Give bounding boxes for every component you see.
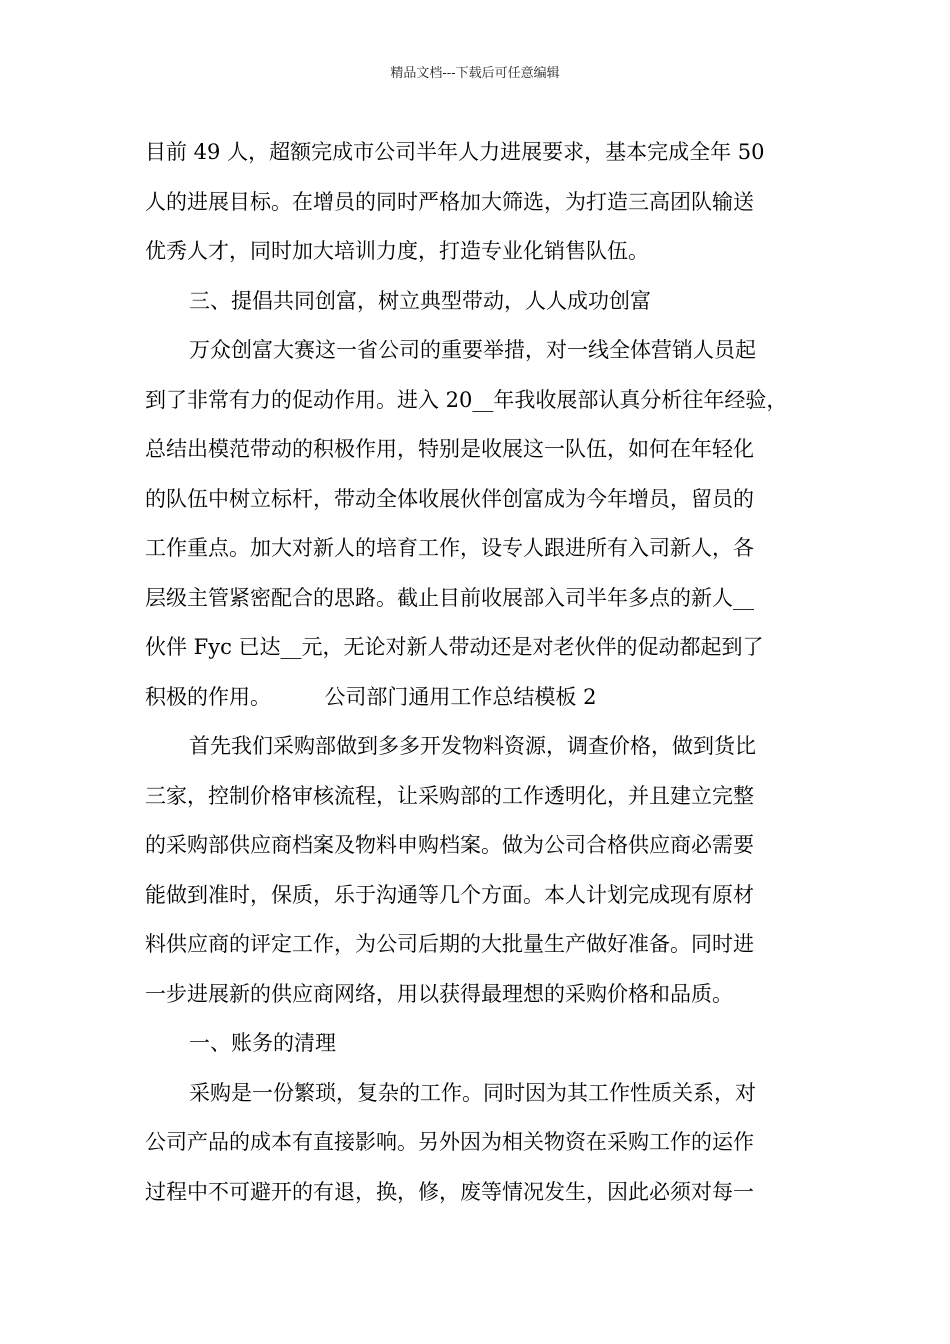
text-line: 过程中不可避开的有退，换，修，废等情况发生，因此必须对每一 xyxy=(145,1179,754,1204)
text-line: 积极的作用。 公司部门通用工作总结模板 2 xyxy=(145,684,597,709)
text-line: 的队伍中树立标杆，带动全体收展伙伴创富成为今年增员，留员的 xyxy=(145,486,754,511)
text-line: 公司产品的成本有直接影响。另外因为相关物资在采购工作的运作 xyxy=(145,1130,754,1154)
document-body xyxy=(145,128,815,1217)
text-line: 采购是一份繁琐，复杂的工作。同时因为其工作性质关系，对 xyxy=(189,1080,756,1105)
page-header: 精品文档---下载后可任意编辑 xyxy=(390,66,560,81)
text-line: 人的进展目标。在增员的同时严格加大筛选，为打造三高团队输送 xyxy=(145,189,754,214)
text-line: 一、账务的清理 xyxy=(189,1031,336,1055)
text-line: 到了非常有力的促动作用。进入 20__年我收展部认真分析往年经验， xyxy=(145,387,788,412)
text-line: 三家，控制价格审核流程，让采购部的工作透明化，并且建立完整 xyxy=(145,783,754,808)
text-line: 的采购部供应商档案及物料申购档案。做为公司合格供应商必需要 xyxy=(145,833,754,857)
text-line: 料供应商的评定工作，为公司后期的大批量生产做好准备。同时进 xyxy=(145,932,754,956)
text-line: 层级主管紧密配合的思路。截止目前收展部入司半年多点的新人__ xyxy=(145,585,754,610)
text-line: 万众创富大赛这一省公司的重要举措，对一线全体营销人员起 xyxy=(189,338,756,362)
text-line: 目前 49 人，超额完成市公司半年人力进展要求，基本完成全年 50 xyxy=(145,140,765,164)
text-line: 三、提倡共同创富，树立典型带动，人人成功创富 xyxy=(189,288,651,313)
text-line: 工作重点。加大对新人的培育工作，设专人跟进所有入司新人，各 xyxy=(145,536,754,560)
text-line: 一步进展新的供应商网络，用以获得最理想的采购价格和品质。 xyxy=(145,981,733,1006)
text-line: 能做到准时，保质，乐于沟通等几个方面。本人计划完成现有原材 xyxy=(145,882,754,907)
text-line: 总结出模范带动的积极作用，特别是收展这一队伍，如何在年轻化 xyxy=(145,437,754,461)
text-line: 首先我们采购部做到多多开发物料资源，调查价格，做到货比 xyxy=(189,734,756,758)
text-line: 伙伴 Fyc 已达__元，无论对新人带动还是对老伙伴的促动都起到了 xyxy=(145,635,764,659)
text-line: 优秀人才，同时加大培训力度，打造专业化销售队伍。 xyxy=(145,239,649,263)
